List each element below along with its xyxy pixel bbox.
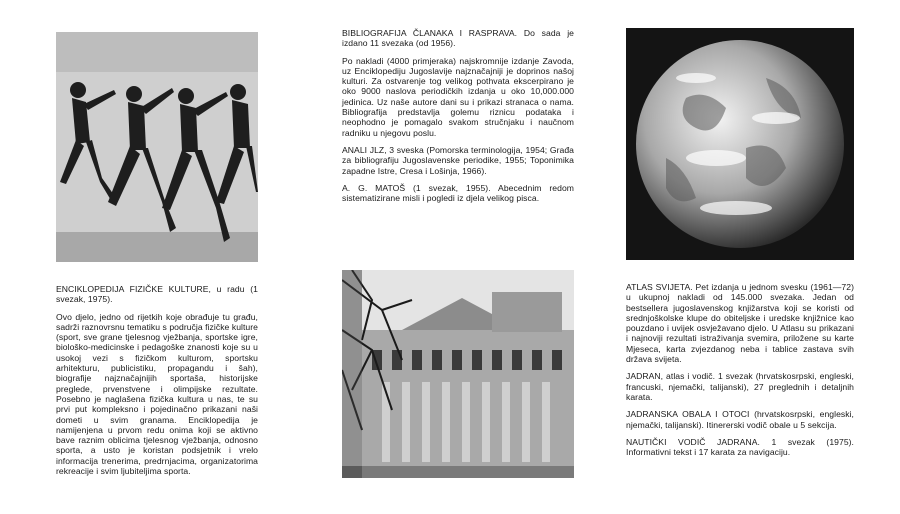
nauticki-vodic-entry: NAUTIČKI VODIČ JADRANA. 1 svezak (1975). Informativni tekst i 17 karata za navigaciju.: [626, 436, 854, 458]
left-column-text: [56, 284, 258, 483]
atlas-svijeta-entry: ATLAS SVIJETA. Pet izdanja u jednom svesku (1961—72) u ukupnoj nakladi od 145.000 svezaka. Jedan od bestsellera jugoslavenskog knjižarstva koji se koristi od srednjoškolske klupe do obiteljske i uredske knjižnice kao pouzdano i uvijek osvježavano djelo. U Atlasu su prikazani i najnoviji rezultati istraživanja svemira, priložene su karte Mjeseca, karta zvjezdanog neba i tablice zastava svih država svijeta.: [626, 282, 854, 365]
earth-globe-photo: [626, 28, 854, 260]
fizicke-kulture-body: Ovo djelo, jedno od rijetkih koje obrađuje tu građu, sadrži raznovrsnu tematiku s područja fizičke kulture (sport, sve grane tjelesnog vježbanja, sportske igre, biološko-medicinske i pedagoške znanosti koje su u usokoj vezi s fizičkom kulturom, sportsku arhitekturu, publicistiku, propagandu i šah), biografije najznačajnijih sportaša, historijske preglede, prvenstvene i olimpijske rezultate. Posebno je naglašena fizička kultura u nas, te su prvi put kompleksno i pojedinačno prikazani naši dometi u svim granama. Enciklopedija je namijenjena u prvom redu onima koji se aktivno bave raznim oblicima tjelesnog vježbanja, odnosno sporta, a usto je koristan podsjetnik i vrelo informacija trenerima, predrnjacima, organizatorima rekreacije i svim ljubiteljima sporta.: [56, 311, 258, 477]
bibliografija-body: Po nakladi (4000 primjeraka) najskromnije izdanje Zavoda, uz Enciklopediju Jugoslavije najznačajniji je doprinos našoj kulturi. Za ostvarenje tog velikog pothvata ekscerpirano je oko 9000 naslova periodičkih izdanja u oko 10,000.000 jedinica. Uz naše autore dani su i prikazi stranaca o nama. Bibliografija predstavlja golemu riznicu podataka i neophodno je pomagalo svakom stručnjaku i naučnom radniku u njegovu poslu.: [342, 55, 574, 138]
middle-column-text: [342, 28, 574, 210]
anali-entry: ANALI JLZ, 3 sveska (Pomorska terminologija, 1954; Građa za bibliografiju Jugoslavenske periodike, 1955; Toponimika zapadne Istre, Cresa i Lošinja, 1966).: [342, 144, 574, 176]
runners-photo: [56, 32, 258, 262]
jadranska-obala-entry: JADRANSKA OBALA I OTOCI (hrvatskosrpski, engleski, njemački, talijanski). Itinererski vodič obale u 5 sekcija.: [626, 409, 854, 430]
fizicke-kulture-heading: ENCIKLOPEDIJA FIZIČKE KULTURE, u radu (1 svezak, 1975).: [56, 284, 258, 305]
bibliografija-heading: BIBLIOGRAFIJA ČLANAKA I RASPRAVA. Do sada je izdano 11 svezaka (od 1956).: [342, 28, 574, 49]
right-column-text: [626, 282, 854, 464]
building-photo: [342, 270, 574, 478]
matos-entry: A. G. MATOŠ (1 svezak, 1955). Abecednim redom sistematizirane misli i pogledi iz djela velikog pisca.: [342, 182, 574, 204]
jadran-entry: JADRAN, atlas i vodič. 1 svezak (hrvatskosrpski, engleski, francuski, njemački, talijanski), 27 preglednih i detaljnih karata.: [626, 371, 854, 402]
